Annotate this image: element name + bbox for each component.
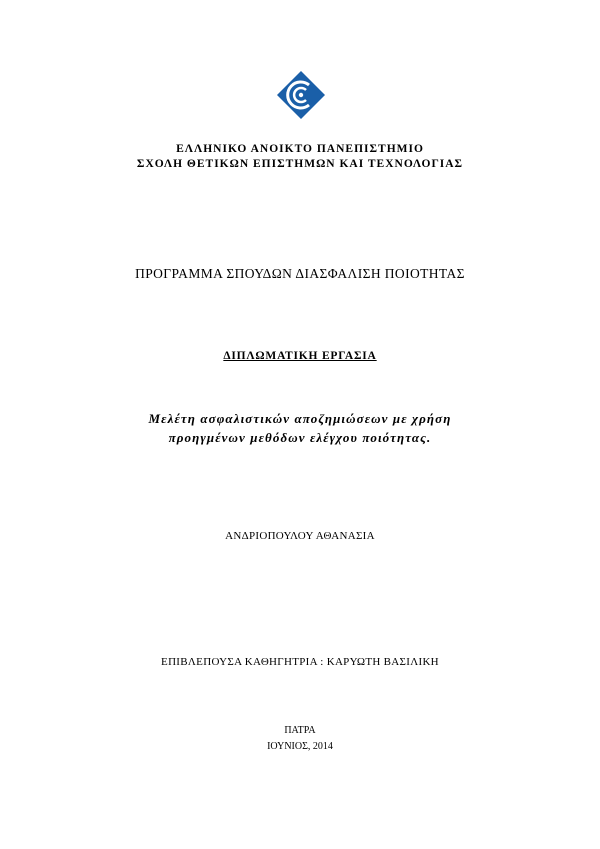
institution-block	[0, 142, 600, 172]
university-name: ΕΛΛΗΝΙΚΟ ΑΝΟΙΚΤΟ ΠΑΝΕΠΙΣΤΗΜΙΟ	[176, 143, 424, 155]
document-type: ΔΙΠΛΩΜΑΤΙΚΗ ΕΡΓΑΣΙΑ	[223, 350, 377, 362]
thesis-title	[0, 409, 600, 447]
title-line-1: Μελέτη ασφαλιστικών αποζημιώσεων με χρήση	[148, 411, 452, 426]
document-type-wrapper	[0, 346, 600, 364]
place-date-block	[0, 723, 600, 755]
program-name: ΠΡΟΓΡΑΜΜΑ ΣΠΟΥΔΩΝ ΔΙΑΣΦΑΛΙΣΗ ΠΟΙΟΤΗΤΑΣ	[135, 266, 465, 281]
title-line-2: προηγμένων μεθόδων ελέγχου ποιότητας.	[168, 430, 432, 445]
city: ΠΑΤΡΑ	[284, 725, 316, 736]
university-logo-icon	[276, 70, 326, 120]
school-name: ΣΧΟΛΗ ΘΕΤΙΚΩΝ ΕΠΙΣΤΗΜΩΝ ΚΑΙ ΤΕΧΝΟΛΟΓΙΑΣ	[136, 158, 464, 170]
logo-dot	[299, 93, 303, 97]
author-name: ΑΝΔΡΙΟΠΟΥΛΟΥ ΑΘΑΝΑΣΙΑ	[225, 530, 375, 542]
date: ΙΟΥΝΙΟΣ, 2014	[267, 741, 333, 752]
supervisor-line: ΕΠΙΒΛΕΠΟΥΣΑ ΚΑΘΗΓΗΤΡΙΑ : ΚΑΡΥΩΤΗ ΒΑΣΙΛΙΚΗ	[161, 656, 439, 668]
